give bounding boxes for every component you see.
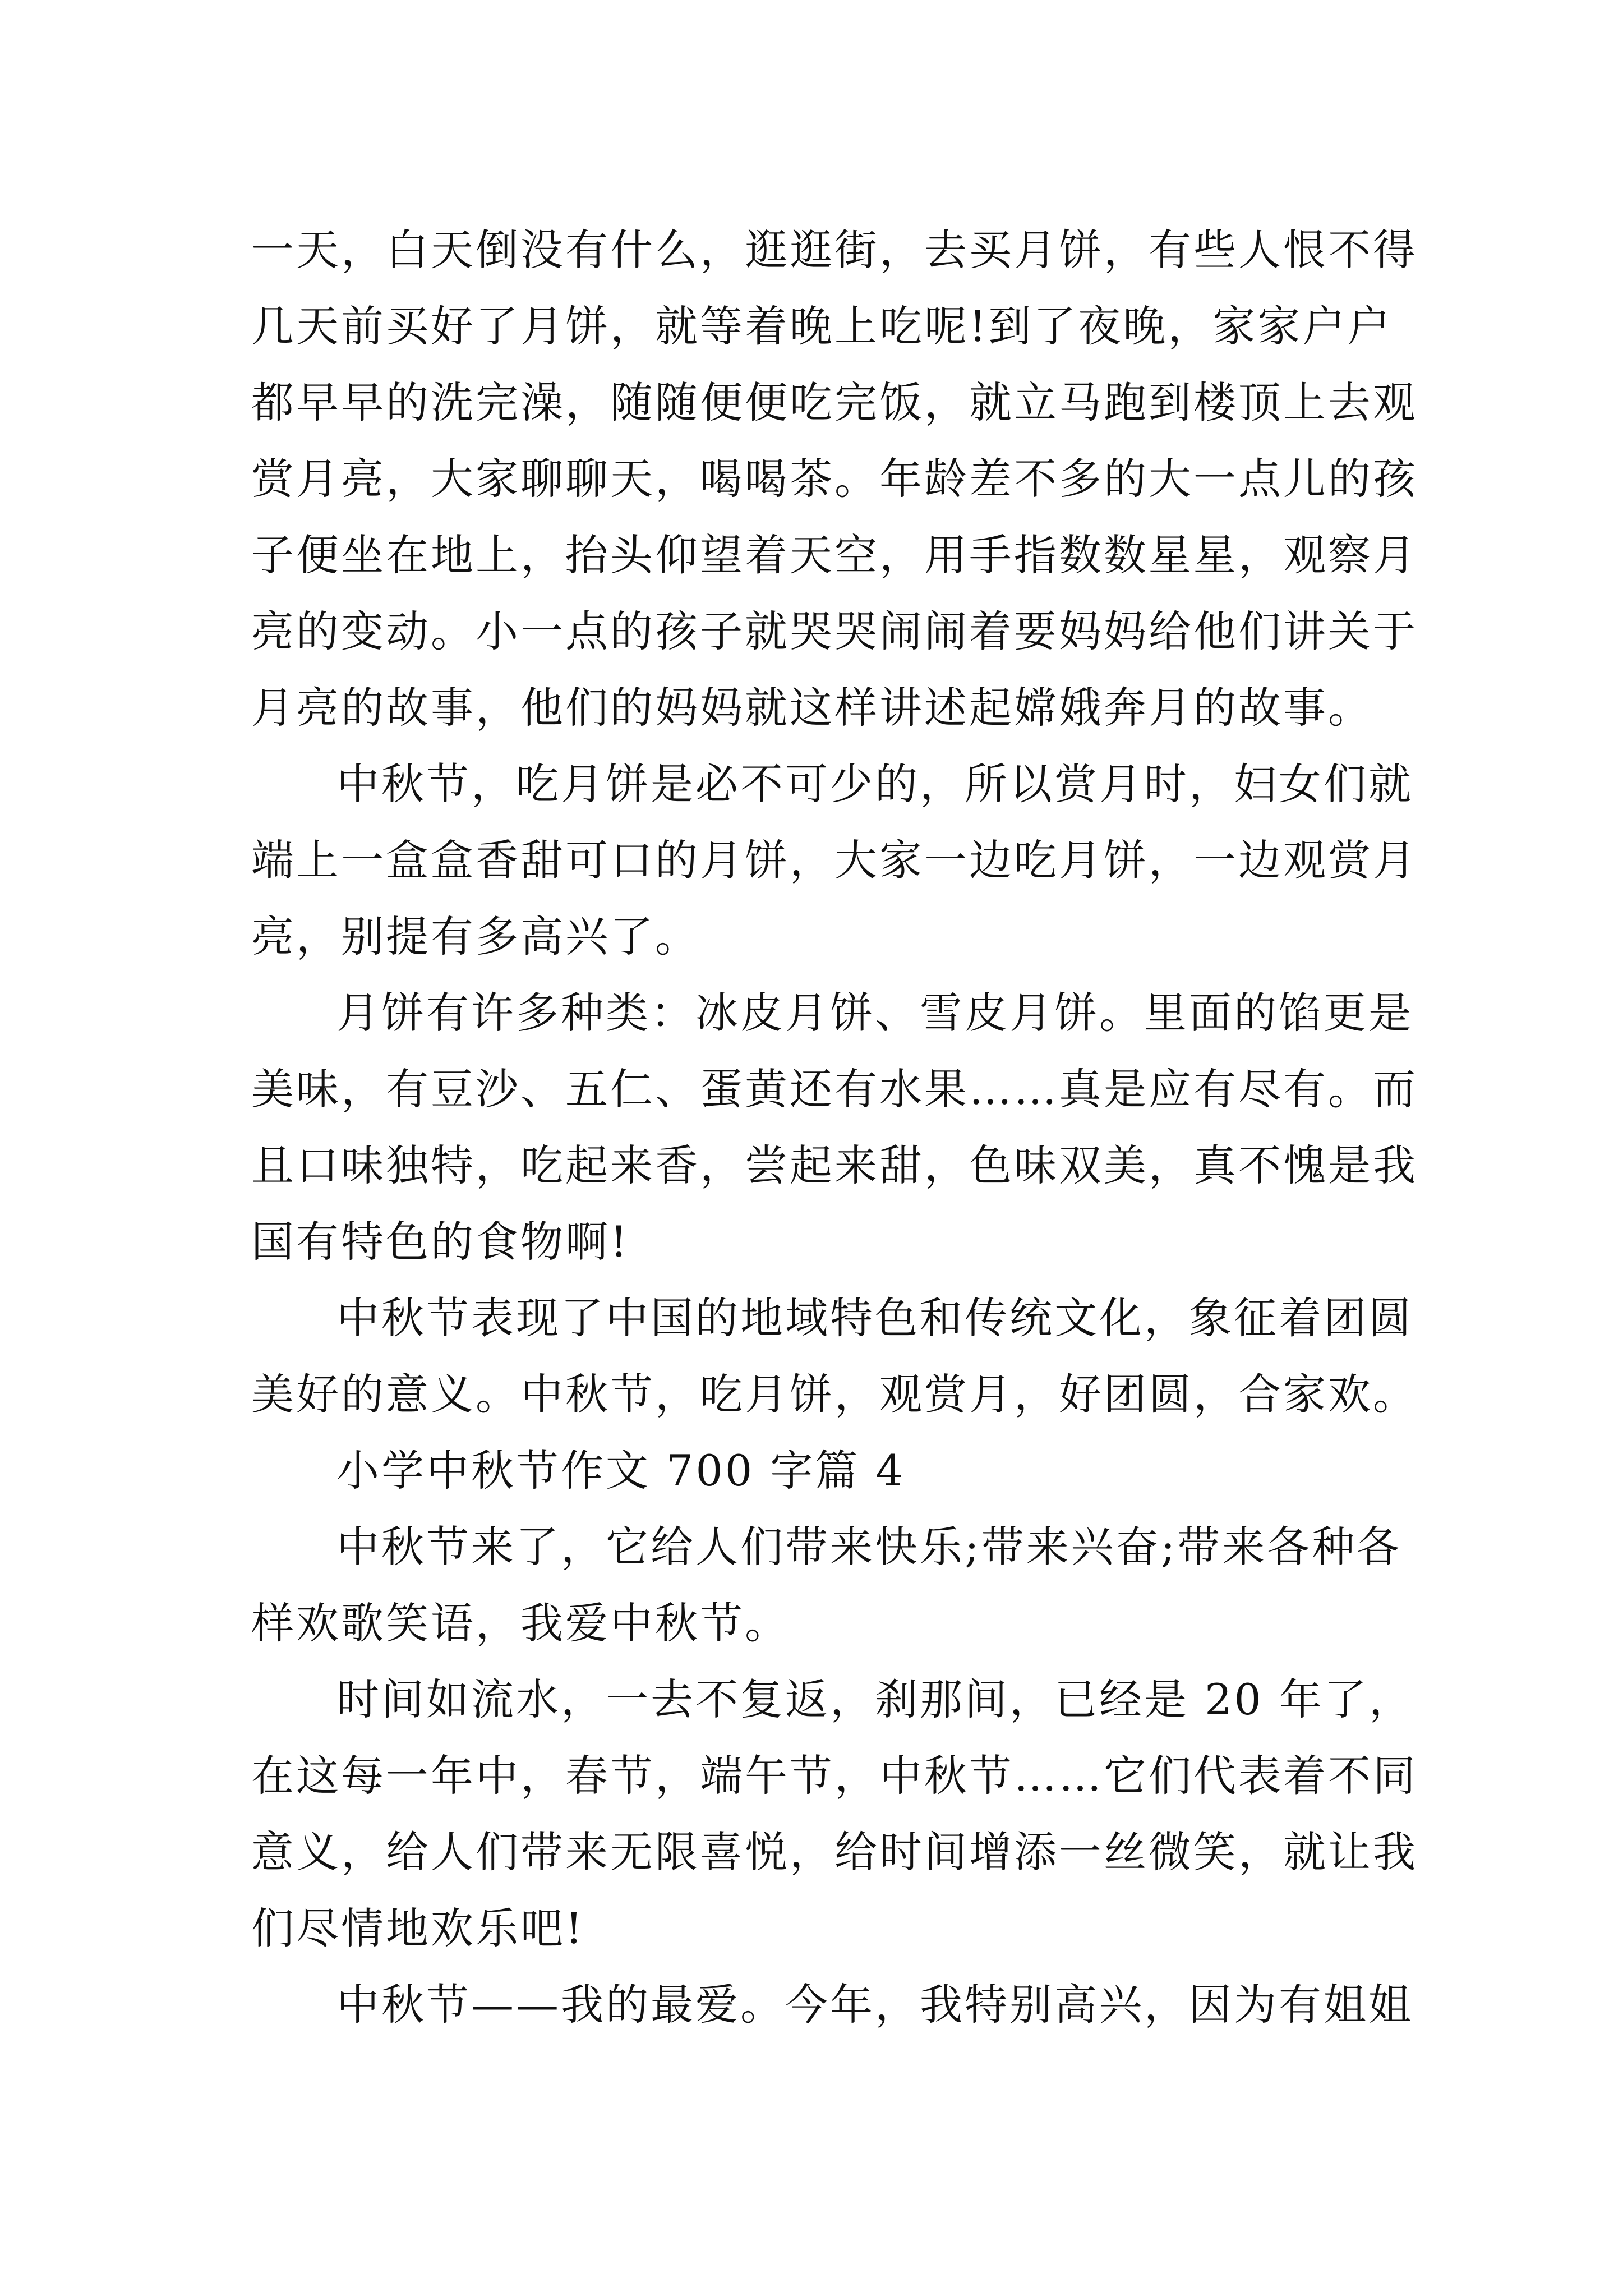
- text-line: 国有特色的食物啊!: [251, 1217, 630, 1267]
- text-line: 们尽情地欢乐吧!: [251, 1903, 585, 1953]
- paragraph-first-line: 中秋节来了，它给人们带来快乐;带来兴奋;带来各种各: [336, 1522, 1402, 1572]
- text-line: 一天，白天倒没有什么，逛逛街，去买月饼，有些人恨不得: [251, 225, 1418, 275]
- text-line: 子便坐在地上，抬头仰望着天空，用手指数数星星，观察月: [251, 530, 1418, 580]
- text-line: 亮的变动。小一点的孩子就哭哭闹闹着要妈妈给他们讲关于: [251, 606, 1418, 656]
- text-line: 在这每一年中，春节，端午节，中秋节……它们代表着不同: [251, 1751, 1418, 1801]
- paragraph-first-line: 月饼有许多种类：冰皮月饼、雪皮月饼。里面的馅更是: [336, 988, 1413, 1038]
- text-line: 亮，别提有多高兴了。: [251, 912, 700, 961]
- text-line: 赏月亮，大家聊聊天，喝喝茶。年龄差不多的大一点儿的孩: [251, 454, 1418, 504]
- text-line: 样欢歌笑语，我爱中秋节。: [251, 1598, 790, 1648]
- text-line: 美好的意义。中秋节，吃月饼，观赏月，好团圆，合家欢。: [251, 1369, 1418, 1419]
- paragraph-first-line: 中秋节表现了中国的地域特色和传统文化，象征着团圆: [336, 1293, 1413, 1343]
- text-line: 都早早的洗完澡，随随便便吃完饭，就立马跑到楼顶上去观: [251, 378, 1418, 427]
- text-line: 美味，有豆沙、五仁、蛋黄还有水果……真是应有尽有。而: [251, 1064, 1418, 1114]
- paragraph-first-line: 时间如流水，一去不复返，刹那间，已经是 20 年了，: [336, 1674, 1414, 1724]
- paragraph-first-line: 中秋节，吃月饼是必不可少的，所以赏月时，妇女们就: [336, 759, 1413, 809]
- section-heading: 小学中秋节作文 700 字篇 4: [336, 1446, 905, 1496]
- text-line: 端上一盒盒香甜可口的月饼，大家一边吃月饼，一边观赏月: [251, 835, 1418, 885]
- paragraph-first-line: 中秋节——我的最爱。今年，我特别高兴，因为有姐姐: [336, 1980, 1413, 2030]
- text-line: 几天前买好了月饼，就等着晚上吃呢!到了夜晚，家家户户: [251, 301, 1393, 351]
- text-line: 且口味独特，吃起来香，尝起来甜，色味双美，真不愧是我: [251, 1140, 1418, 1190]
- document-body: [251, 212, 1440, 2043]
- text-line: 月亮的故事，他们的妈妈就这样讲述起嫦娥奔月的故事。: [251, 683, 1373, 733]
- text-line: 意义，给人们带来无限喜悦，给时间增添一丝微笑，就让我: [251, 1827, 1418, 1877]
